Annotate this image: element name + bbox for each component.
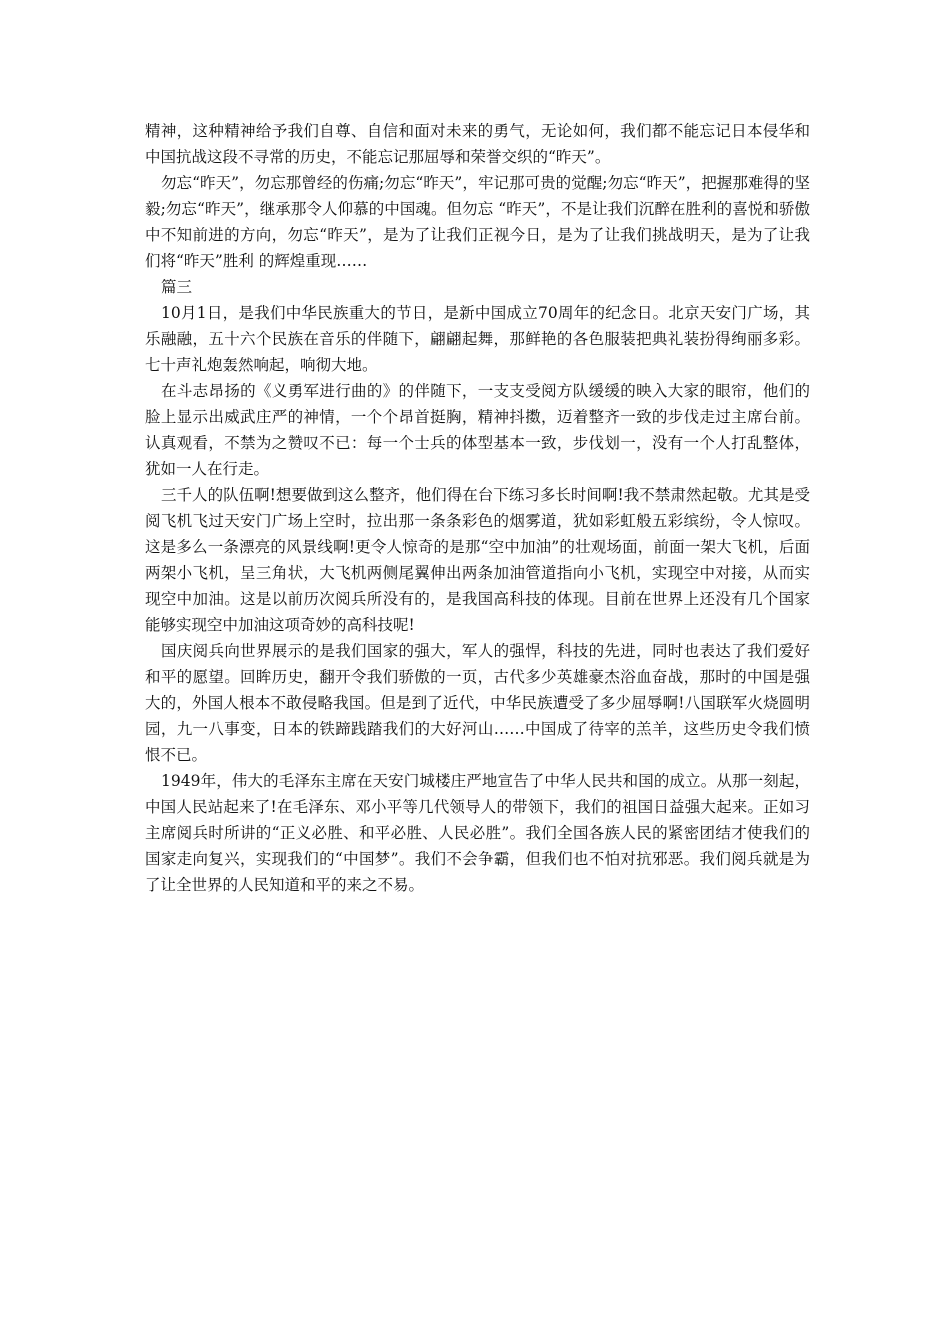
paragraph-1949: 1949年，伟大的毛泽东主席在天安门城楼庄严地宣告了中华人民共和国的成立。从那一刻起，中国人民站起来了!在毛泽东、邓小平等几代领导人的带领下，我们的祖国日益强大起来。正如习主席阅兵时所讲的“正义必胜、和平必胜、人民必胜”。我们全国各族人民的紧密团结才使我们的国家走向复兴，实现我们的“中国梦”。我们不会争霸，但我们也不怕对抗邪恶。我们阅兵就是为了让全世界的人民知道和平的来之不易。 <box>145 772 810 894</box>
paragraph-history: 国庆阅兵向世界展示的是我们国家的强大，军人的强悍，科技的先进，同时也表达了我们爱好和平的愿望。回眸历史，翻开令我们骄傲的一页，古代多少英雄豪杰浴血奋战，那时的中国是强大的，外国人根本不敢侵略我国。但是到了近代，中华民族遭受了多少屈辱啊!八国联军火烧圆明园，九一八事变，日本的铁蹄践踏我们的大好河山……中国成了待宰的羔羊，这些历史令我们愤恨不已。 <box>145 642 810 764</box>
document-body <box>145 118 810 898</box>
paragraph-national-day: 10月1日，是我们中华民族重大的节日，是新中国成立70周年的纪念日。北京天安门广场，其乐融融，五十六个民族在音乐的伴随下，翩翩起舞，那鲜艳的各色服装把典礼装扮得绚丽多彩。七十声礼炮轰然响起，响彻大地。 <box>145 304 810 374</box>
paragraph-aircraft: 三千人的队伍啊!想要做到这么整齐，他们得在台下练习多长时间啊!我不禁肃然起敬。尤其是受阅飞机飞过天安门广场上空时，拉出那一条条彩色的烟雾道，犹如彩虹般五彩缤纷，令人惊叹。这是多么一条漂亮的风景线啊!更令人惊奇的是那“空中加油”的壮观场面，前面一架大飞机，后面两架小飞机，呈三角状，大飞机两侧尾翼伸出两条加油管道指向小飞机，实现空中对接，从而实现空中加油。这是以前历次阅兵所没有的，是我国高科技的体现。目前在世界上还没有几个国家能够实现空中加油这项奇妙的高科技呢! <box>145 486 810 634</box>
paragraph-remember-yesterday: 勿忘“昨天”，勿忘那曾经的伤痛;勿忘“昨天”，牢记那可贵的觉醒;勿忘“昨天”，把握那难得的坚毅;勿忘“昨天”，继承那令人仰慕的中国魂。但勿忘 “昨天”，不是让我们沉醉在胜利的喜悦和骄傲中不知前进的方向，勿忘“昨天”，是为了让我们正视今日，是为了让我们挑战明天，是为了让我们将“昨天”胜利 的辉煌重现…… <box>145 174 810 270</box>
paragraph-continuation: 精神，这种精神给予我们自尊、自信和面对未来的勇气，无论如何，我们都不能忘记日本侵华和中国抗战这段不寻常的历史，不能忘记那屈辱和荣誉交织的“昨天”。 <box>145 122 810 166</box>
paragraph-march: 在斗志昂扬的《义勇军进行曲的》的伴随下，一支支受阅方队缓缓的映入大家的眼帘，他们的脸上显示出威武庄严的神情，一个个昂首挺胸，精神抖擞，迈着整齐一致的步伐走过主席台前。认真观看，不禁为之赞叹不已：每一个士兵的体型基本一致，步伐划一，没有一个人打乱整体，犹如一人在行走。 <box>145 382 810 478</box>
section-heading: 篇三 <box>161 278 193 296</box>
